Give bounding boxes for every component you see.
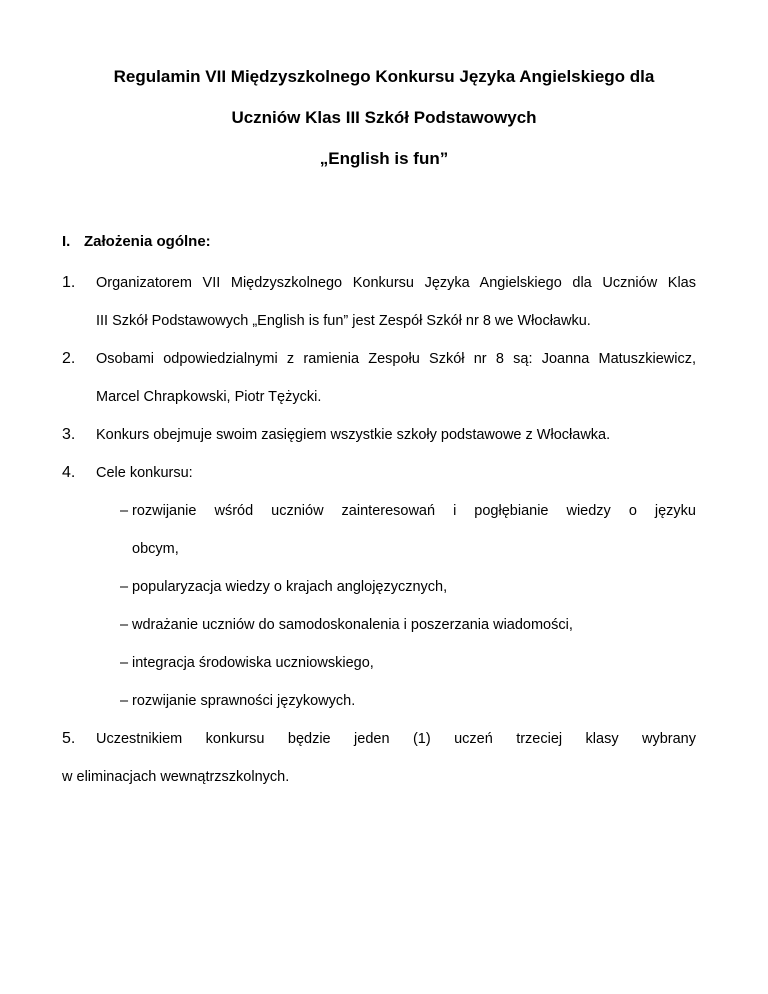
dash-marker: –: [120, 579, 129, 595]
list-marker: 2.: [62, 350, 76, 367]
item-text-line: Marcel Chrapkowski, Piotr Tężycki.: [96, 389, 322, 405]
section-number: I.: [62, 233, 71, 250]
goal-item: [62, 610, 696, 648]
item-text-line: III Szkół Podstawowych „English is fun” jest Zespół Szkół nr 8 we Włocławku.: [96, 313, 591, 329]
goal-item: [62, 686, 696, 724]
item-text-line: Konkurs obejmuje swoim zasięgiem wszystkie szkoły podstawowe z Włocławka.: [96, 427, 611, 443]
goal-text-line: rozwijanie sprawności językowych.: [132, 693, 356, 709]
title-line-3: „English is fun”: [319, 149, 449, 168]
regulation-list: [62, 268, 696, 800]
list-marker: 1.: [62, 274, 76, 291]
dash-marker: –: [120, 693, 129, 709]
item-text-line: Organizatorem VII Międzyszkolnego Konkursu Języka Angielskiego dla Uczniów Klas: [96, 275, 696, 291]
goal-text-line: popularyzacja wiedzy o krajach anglojęzycznych,: [132, 579, 448, 595]
list-item-5: [62, 724, 696, 800]
goals-list: [96, 496, 696, 724]
goal-text-line: obcym,: [132, 541, 179, 557]
list-marker: 5.: [62, 730, 76, 747]
dash-marker: –: [120, 503, 129, 519]
list-item-3: [62, 420, 696, 458]
list-item-1: [62, 268, 696, 344]
goal-item: [62, 648, 696, 686]
list-item-2: [62, 344, 696, 420]
dash-marker: –: [120, 655, 129, 671]
dash-marker: –: [120, 617, 129, 633]
goal-text-line: wdrażanie uczniów do samodoskonalenia i poszerzania wiadomości,: [132, 617, 573, 633]
title-line-1: Regulamin VII Międzyszkolnego Konkursu Języka Angielskiego dla: [113, 67, 655, 86]
goal-text-line: integracja środowiska uczniowskiego,: [132, 655, 374, 671]
list-item-4: [62, 458, 696, 724]
title-line-2: Uczniów Klas III Szkół Podstawowych: [231, 108, 537, 127]
section-heading: [62, 232, 211, 252]
goal-item: [62, 572, 696, 610]
section-title: Założenia ogólne:: [84, 233, 211, 250]
item-text-line: w eliminacjach wewnątrzszkolnych.: [62, 769, 290, 785]
list-marker: 3.: [62, 426, 76, 443]
list-marker: 4.: [62, 464, 76, 481]
item-text-line: Osobami odpowiedzialnymi z ramienia Zespołu Szkół nr 8 są: Joanna Matuszkiewicz,: [96, 351, 696, 367]
goal-item: [62, 496, 696, 572]
goal-text-line: rozwijanie wśród uczniów zainteresowań i pogłębianie wiedzy o języku: [132, 503, 696, 519]
item-text-line: Uczestnikiem konkursu będzie jeden (1) uczeń trzeciej klasy wybrany: [96, 731, 696, 747]
document-title: [40, 62, 728, 185]
item-text-line: Cele konkursu:: [96, 465, 193, 481]
